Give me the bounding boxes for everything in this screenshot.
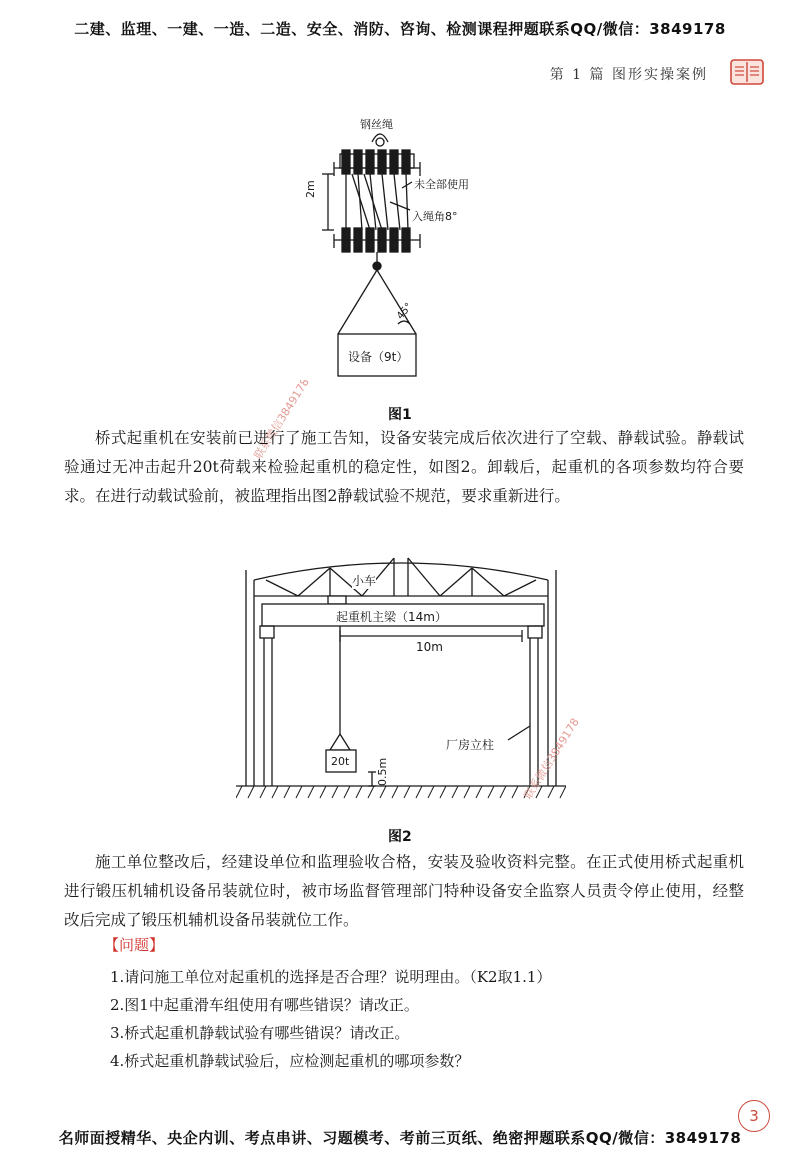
watermark-2 [520,680,650,814]
question-1: 1.请问施工单位对起重机的选择是否合理？说明理由。（K2取1.1） [110,968,552,986]
watermark-text-2: 联系微信3849178 [521,715,582,802]
page-number: 3 [738,1100,770,1132]
questions-heading: 【问题】 [104,936,165,954]
rope-label: 钢丝绳 [360,118,393,131]
figure-1-caption: 图1 [388,407,412,423]
book-icon [730,58,764,90]
question-2: 2.图1中起重滑车组使用有哪些错误？请改正。 [110,996,419,1014]
span-label: 10m [416,640,443,654]
lift-height-label: 0.5m [376,757,389,786]
rope-angle-label: 入绳角8° [412,210,458,223]
bottom-banner: 名师面授精华、央企内训、考点串讲、习题模考、考前三页纸、绝密押题联系QQ/微信：3849178 [58,1129,742,1147]
top-banner: 二建、监理、一建、一造、二造、安全、消防、咨询、检测课程押题联系QQ/微信：3849178 [74,20,726,38]
figure-2-caption: 图2 [388,829,412,845]
sling-angle-label: 45° [394,301,415,322]
trolley-label: 小车 [352,574,377,588]
watermark-text-1: 联系微信3849178 [251,380,312,462]
question-3: 3.桥式起重机静载试验有哪些错误？请改正。 [110,1024,410,1042]
question-4: 4.桥式起重机静载试验后，应检测起重机的哪项参数？ [110,1052,470,1070]
equipment-label: 设备（9t） [348,350,409,364]
girder-label: 起重机主梁（14m） [336,610,447,624]
paragraph-1: 桥式起重机在安装前已进行了施工告知，设备安装完成后依次进行了空载、静载试验。静载试验通过无冲击起升20t荷载来检验起重机的稳定性，如图2。卸载后，起重机的各项参数均符合要求。在进行动载试验前，被监理指出图2静载试验不规范，要求重新进行。 [64,429,744,505]
paragraph-2: 施工单位整改后，经建设单位和监理验收合格，安装及验收资料完整。在正式使用桥式起重机进行锻压机辅机设备吊装就位时，被市场监督管理部门特种设备安全监察人员责令停止使用，经整改后完成了锻压机辅机设备吊装就位工作。 [64,853,744,929]
unused-label: 未全部使用 [414,178,469,191]
column-label: 厂房立柱 [446,738,495,752]
figure-1 [300,112,500,382]
load-label: 20t [331,755,350,768]
section-header: 第 1 篇 图形实操案例 [549,67,708,83]
height-label: 2m [304,180,317,198]
figure-2 [236,550,566,820]
